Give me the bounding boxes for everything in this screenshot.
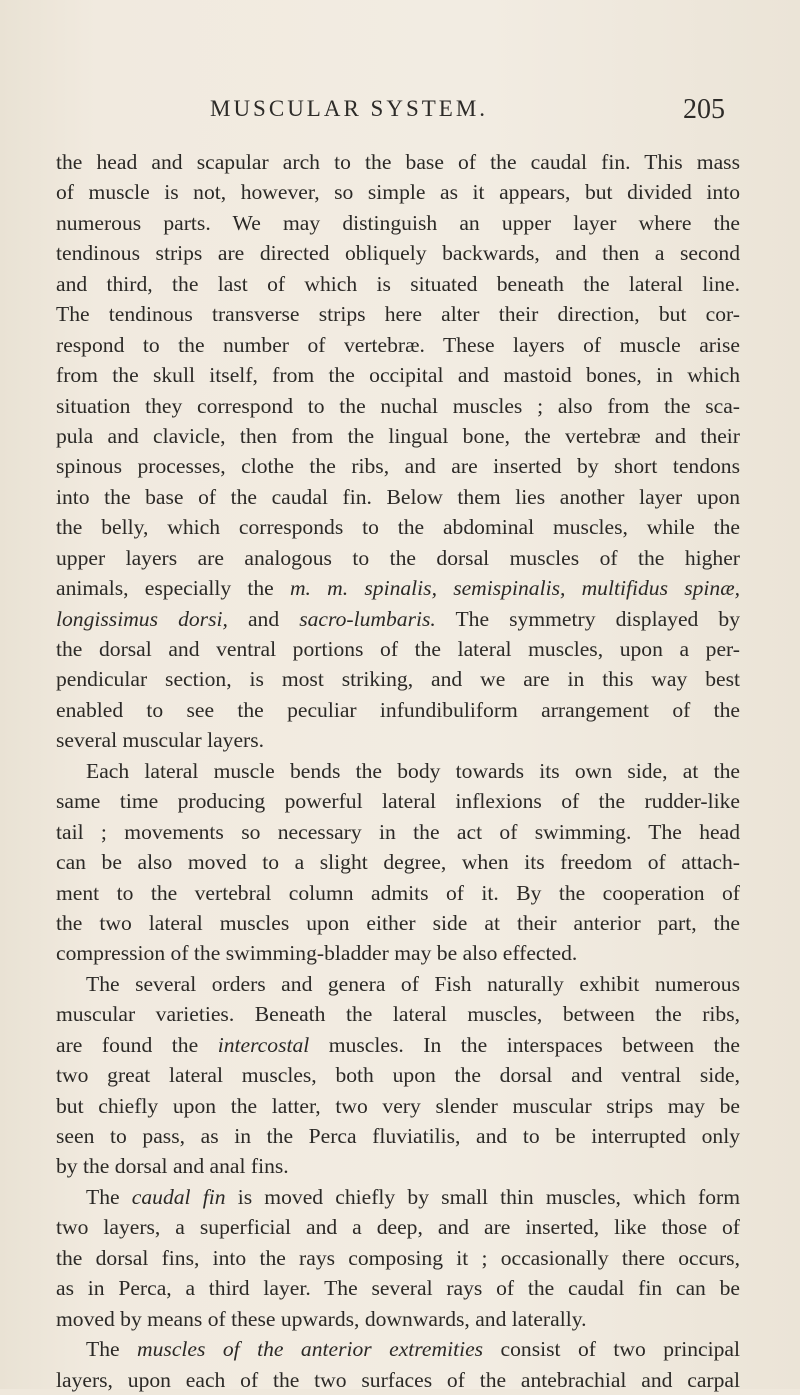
text-segment: same time producing powerful lateral inflexions of the rudder-like: [56, 789, 740, 814]
text-line: [56, 1212, 740, 1242]
text-segment: several muscular layers.: [56, 728, 265, 753]
italic-text-segment: m. m. spinalis, semispinalis, multifidus spinæ,: [289, 576, 740, 601]
italic-text-segment: sacro-lumbaris.: [299, 606, 436, 631]
text-segment: consist of two principal: [483, 1337, 740, 1362]
text-line: [56, 725, 740, 755]
text-segment: tail ; movements so necessary in the act of swimming. The head: [56, 819, 740, 844]
text-line: [56, 299, 740, 329]
text-segment: the dorsal and ventral portions of the lateral muscles, upon a per-: [56, 637, 740, 661]
text-line: [56, 817, 740, 847]
body-text: [56, 147, 740, 1395]
text-segment: can be also moved to a slight degree, when its freedom of attach-: [56, 850, 740, 875]
text-segment: of muscle is not, however, so simple as it appears, but divided into: [56, 180, 740, 205]
text-line: [56, 786, 740, 816]
running-title: MUSCULAR SYSTEM.: [210, 96, 489, 121]
text-segment: The symmetry displayed by: [435, 606, 741, 631]
text-segment: the two lateral muscles upon either side at their anterior part, the: [56, 910, 740, 935]
text-segment: into the base of the caudal fin. Below them lies another layer upon: [56, 484, 740, 509]
text-line: [56, 938, 740, 968]
text-segment: is moved chiefly by small thin muscles, which form: [225, 1184, 740, 1209]
text-segment: seen to pass, as in the Perca fluviatilis, and to be interrupted only: [56, 1124, 740, 1148]
text-segment: from the skull itself, from the occipital and mastoid bones, in which: [56, 363, 740, 388]
text-line: [56, 1091, 740, 1121]
page-number: 205: [683, 94, 725, 125]
text-line: [56, 1182, 740, 1212]
text-segment: the dorsal fins, into the rays composing it ; occasionally there occurs,: [56, 1245, 740, 1270]
text-segment: and third, the last of which is situated beneath the lateral line.: [56, 271, 740, 296]
text-line: [56, 177, 740, 207]
text-segment: by the dorsal and anal fins.: [56, 1154, 289, 1179]
text-line: [56, 330, 740, 360]
text-segment: compression of the swimming-bladder may be also effected.: [56, 941, 578, 966]
italic-text-segment: longissimus dorsi,: [56, 606, 228, 631]
text-segment: situation they correspond to the nuchal muscles ; also from the sca-: [56, 393, 740, 418]
text-line: [56, 908, 740, 938]
text-segment: the head and scapular arch to the base of the caudal fin. This mass: [56, 150, 740, 174]
text-line: [56, 1365, 740, 1395]
text-line: [56, 360, 740, 390]
text-line: [56, 1243, 740, 1273]
text-segment: Each lateral muscle bends the body towards its own side, at the: [86, 758, 740, 783]
text-segment: are found the: [56, 1032, 218, 1057]
text-segment: respond to the number of vertebræ. These layers of muscle arise: [56, 332, 740, 357]
text-segment: animals, especially the: [56, 576, 290, 601]
text-segment: ment to the vertebral column admits of it. By the cooperation of: [56, 880, 740, 905]
text-line: [56, 664, 740, 694]
italic-text-segment: caudal fin: [131, 1184, 226, 1209]
text-segment: pula and clavicle, then from the lingual bone, the vertebræ and their: [56, 423, 740, 448]
text-segment: The: [86, 1337, 138, 1362]
text-line: [56, 421, 740, 451]
text-segment: two great lateral muscles, both upon the dorsal and ventral side,: [56, 1063, 740, 1088]
text-segment: and: [227, 606, 300, 631]
text-segment: layers, upon each of the two surfaces of the antebrachial and carpal: [56, 1367, 740, 1392]
text-segment: tendinous strips are directed obliquely backwards, and then a second: [56, 241, 740, 266]
text-line: [56, 451, 740, 481]
text-line: [56, 1273, 740, 1303]
text-segment: two layers, a superficial and a deep, and are inserted, like those of: [56, 1215, 740, 1240]
text-segment: muscular varieties. Beneath the lateral muscles, between the ribs,: [56, 1002, 740, 1027]
text-line: [56, 1030, 740, 1060]
text-line: [56, 482, 740, 512]
text-line: [56, 695, 740, 725]
text-segment: The: [86, 1184, 132, 1209]
text-line: [56, 238, 740, 268]
text-line: [56, 604, 740, 634]
text-line: [56, 543, 740, 573]
text-line: [56, 969, 740, 999]
text-segment: upper layers are analogous to the dorsal muscles of the higher: [56, 545, 740, 570]
text-line: [56, 1121, 740, 1151]
text-line: [56, 1334, 740, 1364]
text-line: [56, 878, 740, 908]
text-segment: pendicular section, is most striking, and we are in this way best: [56, 667, 740, 692]
text-line: [56, 1304, 740, 1334]
text-line: [56, 573, 740, 603]
text-line: [56, 391, 740, 421]
text-line: [56, 208, 740, 238]
text-line: [56, 1060, 740, 1090]
text-line: [56, 1151, 740, 1181]
text-line: [56, 147, 740, 177]
italic-text-segment: muscles of the anterior extremities: [137, 1337, 484, 1362]
text-segment: muscles. In the interspaces between the: [309, 1032, 740, 1057]
text-line: [56, 756, 740, 786]
text-segment: The tendinous transverse strips here alter their direction, but cor-: [56, 302, 740, 327]
text-segment: enabled to see the peculiar infundibuliform arrangement of the: [56, 697, 740, 722]
text-line: [56, 269, 740, 299]
text-line: [56, 847, 740, 877]
text-line: [56, 512, 740, 542]
text-segment: spinous processes, clothe the ribs, and are inserted by short tendons: [56, 454, 740, 479]
running-header: [0, 96, 800, 136]
text-segment: the belly, which corresponds to the abdominal muscles, while the: [56, 515, 740, 540]
text-segment: but chiefly upon the latter, two very slender muscular strips may be: [56, 1093, 740, 1118]
text-segment: moved by means of these upwards, downwards, and laterally.: [56, 1306, 587, 1331]
text-segment: numerous parts. We may distinguish an upper layer where the: [56, 210, 740, 235]
text-segment: The several orders and genera of Fish naturally exhibit numerous: [86, 971, 740, 996]
text-segment: as in Perca, a third layer. The several rays of the caudal fin can be: [56, 1276, 740, 1301]
italic-text-segment: intercostal: [217, 1032, 310, 1057]
text-line: [56, 634, 740, 664]
text-line: [56, 999, 740, 1029]
